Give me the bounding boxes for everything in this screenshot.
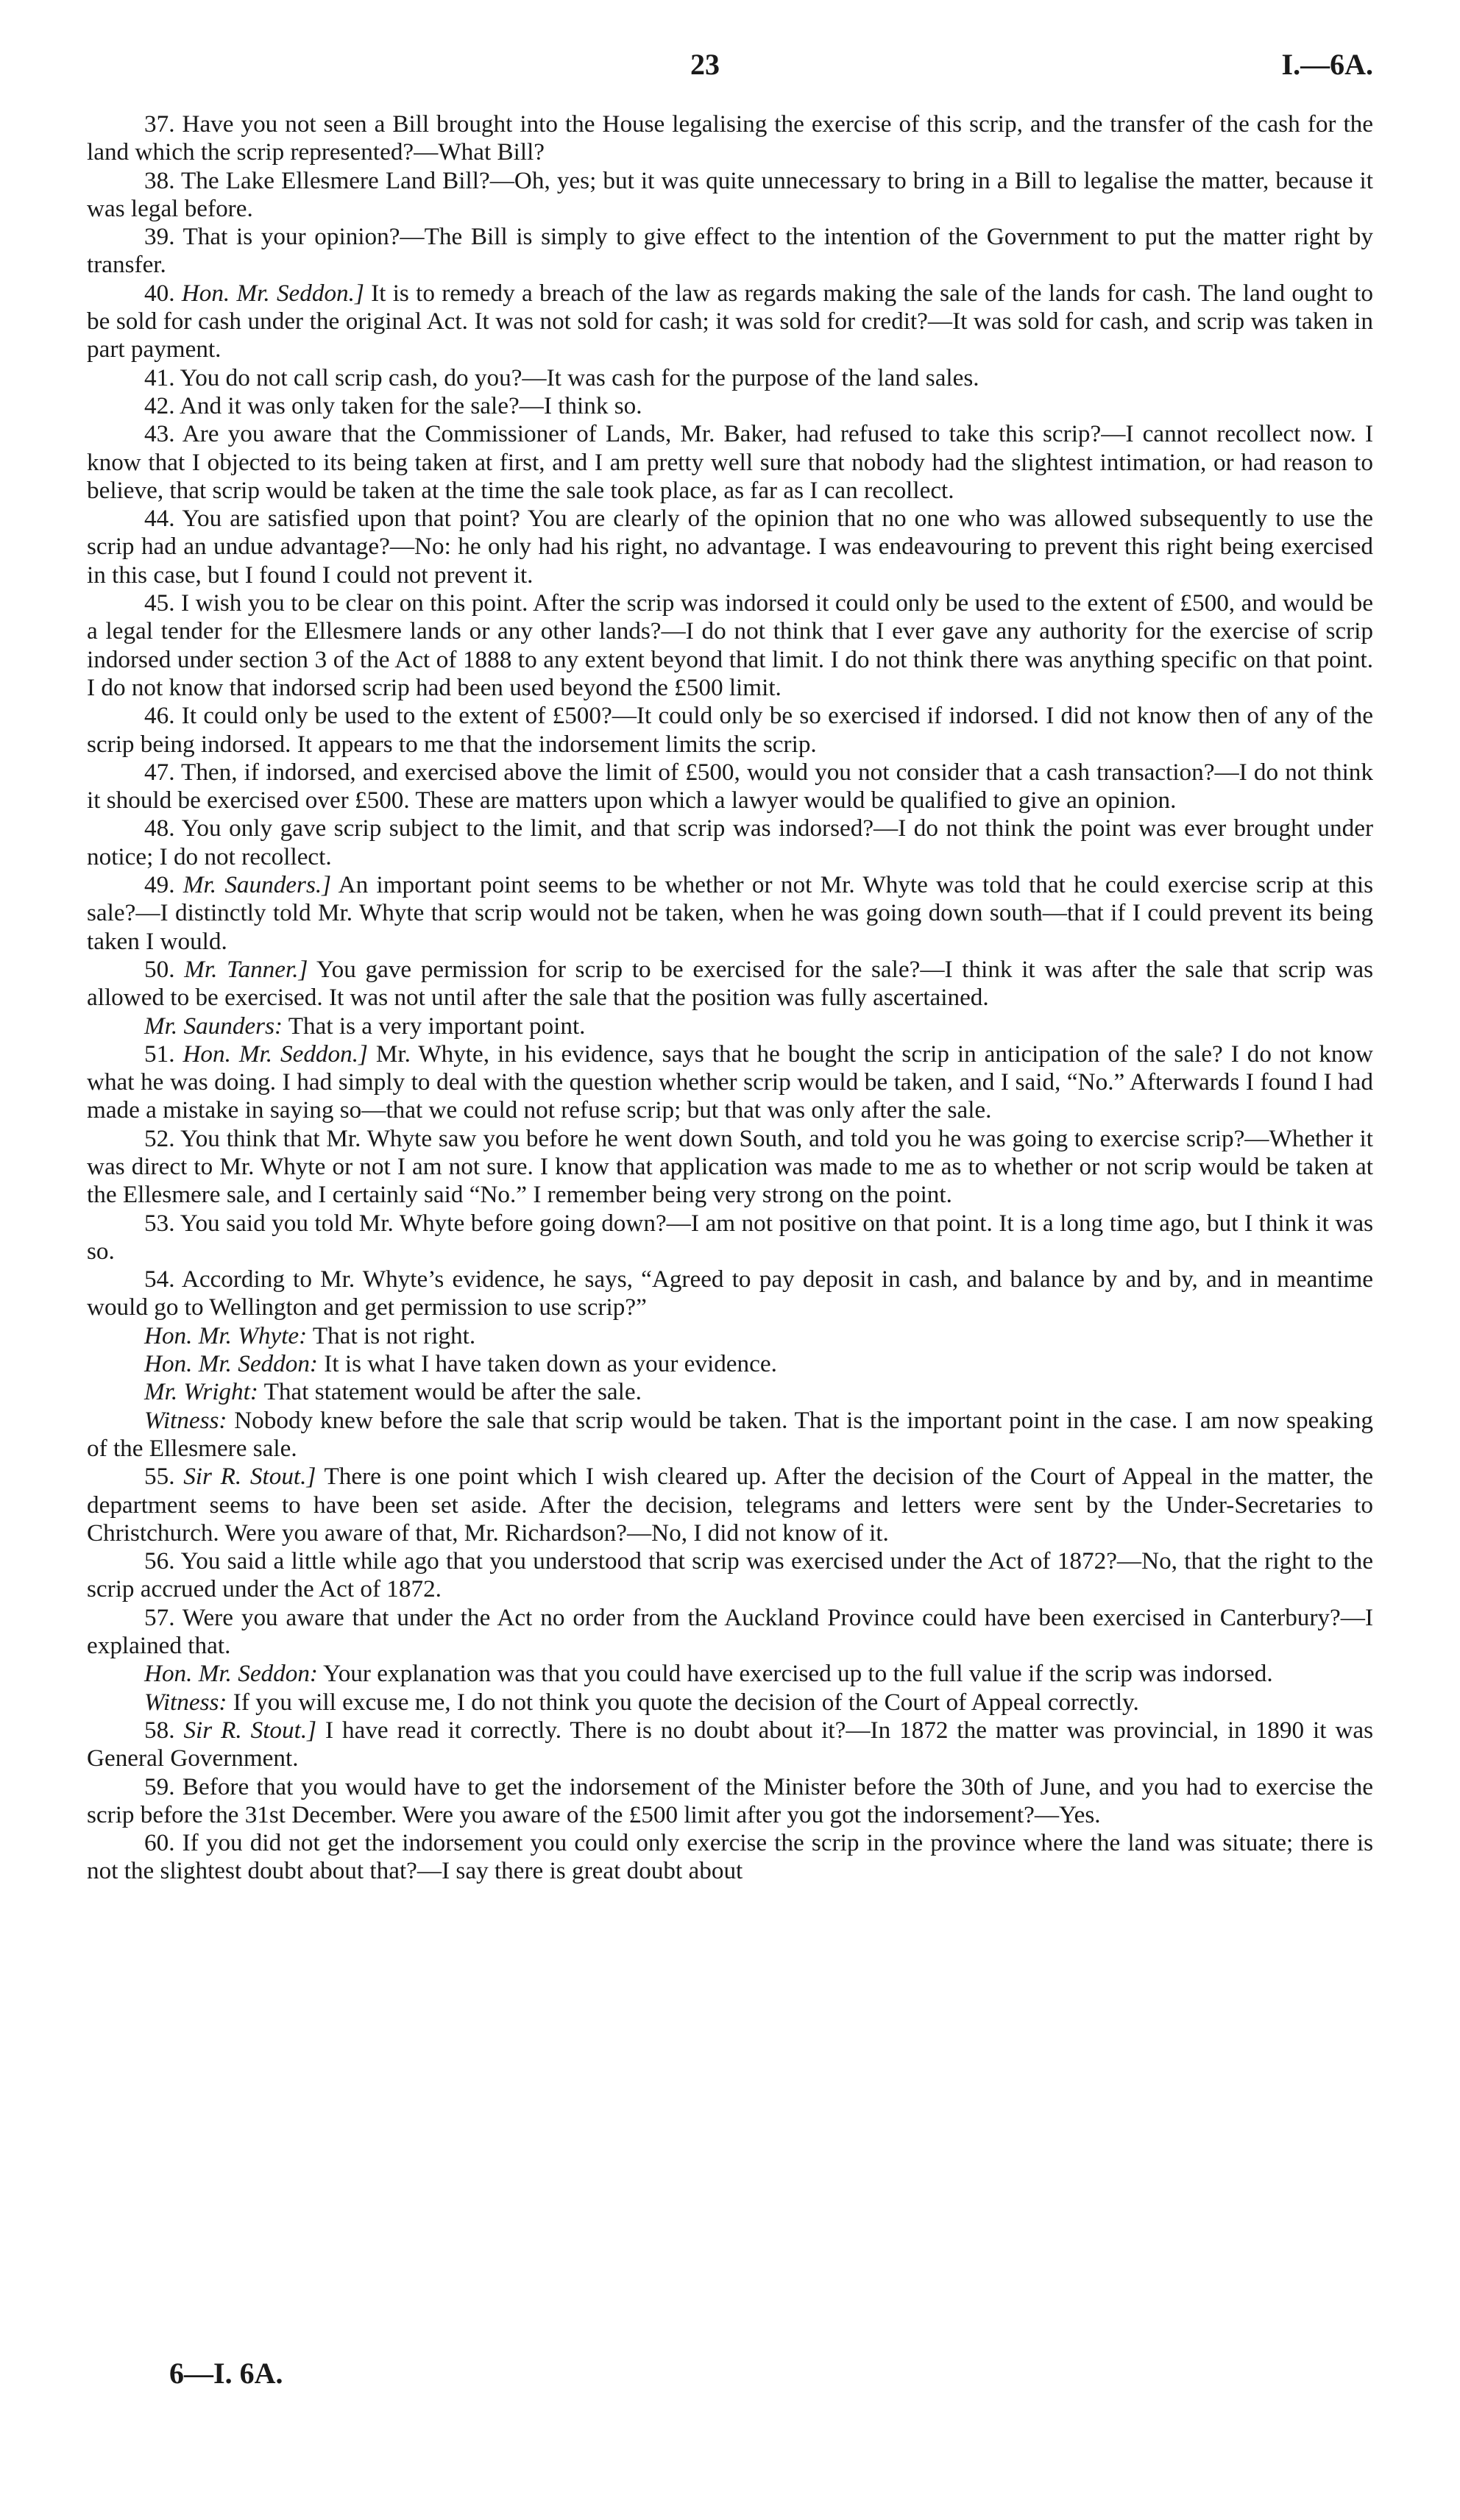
paragraph: [87, 223, 1373, 280]
paragraph-text: 47. Then, if indorsed, and exercised above the limit of £500, would you not consider that a cash transaction?—I do not think it should be exercised over £500. These are matters upon which a lawyer would be qualified to give an opinion.: [87, 758, 1373, 814]
paragraph-text: It is what I have taken down as your evidence.: [324, 1350, 777, 1378]
paragraph-text: I have read it correctly. There is no doubt about it?—In 1872 the matter was provincial, in 1890 it was General Government.: [87, 1716, 1374, 1772]
paragraph-text: An important point seems to be whether or not Mr. Whyte was told that he could exercise scrip at this sale?—I distinctly told Mr. Whyte that scrip would not be taken, when he was going down south—that if I could prevent its being taken I would.: [87, 871, 1374, 955]
question-number: 49.: [144, 871, 175, 899]
paragraph: [87, 364, 1373, 392]
speaker-name: Mr. Saunders.]: [182, 871, 332, 899]
paragraph-text: 46. It could only be used to the extent of £500?—It could only be so exercised if indorsed. I did not know then of any of the scrip being indorsed. It appears to me that the indorsement limits the scrip.: [87, 702, 1373, 758]
paragraph: [87, 1350, 1373, 1378]
paragraph: [87, 505, 1373, 589]
paragraph: [87, 589, 1373, 702]
paragraph: [87, 1322, 1373, 1350]
paragraph-text: 54. According to Mr. Whyte’s evidence, he says, “Agreed to pay deposit in cash, and balance by and by, and in meantime would go to Wellington and get permission to use scrip?”: [87, 1266, 1373, 1321]
paragraph: [87, 1547, 1373, 1604]
paragraph: [87, 1689, 1373, 1717]
paragraph-text: 39. That is your opinion?—The Bill is simply to give effect to the intention of the Government to put the matter right by transfer.: [87, 223, 1373, 279]
question-number: 40.: [144, 279, 175, 307]
speaker-name: Sir R. Stout.]: [183, 1716, 317, 1744]
paragraph: [87, 1463, 1373, 1547]
paragraph: [87, 420, 1373, 505]
paragraph: [87, 1125, 1373, 1210]
paragraph-text: That is a very important point.: [288, 1012, 586, 1040]
speaker-name: Mr. Saunders:: [144, 1012, 283, 1040]
paragraph-text: 56. You said a little while ago that you understood that scrip was exercised under the Act of 1872?—No, that the right to the scrip accrued under the Act of 1872.: [87, 1547, 1373, 1603]
page-number: 23: [690, 48, 720, 81]
paragraph-text: Your explanation was that you could have exercised up to the full value if the scrip was indorsed.: [323, 1660, 1273, 1688]
paragraph: [87, 1717, 1373, 1773]
paragraph: [87, 1773, 1373, 1830]
paragraph-text: 38. The Lake Ellesmere Land Bill?—Oh, yes; but it was quite unnecessary to bring in a Bill to legalise the matter, because it was legal before.: [87, 166, 1373, 222]
paragraph-text: If you will excuse me, I do not think you quote the decision of the Court of Appeal correctly.: [233, 1688, 1139, 1716]
paragraph: [87, 1604, 1373, 1661]
paragraph: [87, 392, 1373, 420]
paragraph-text: That statement would be after the sale.: [263, 1378, 642, 1406]
paragraph: [87, 1660, 1373, 1688]
paragraph: [87, 759, 1373, 815]
paragraph-text: 52. You think that Mr. Whyte saw you before he went down South, and told you he was going to exercise scrip?—Whether it was direct to Mr. Whyte or not I am not sure. I know that application was made to me as to whether or not scrip would be taken at the Ellesmere sale, and I certainly said “No.” I remember being very strong on the point.: [87, 1124, 1373, 1209]
paragraph: [87, 871, 1373, 956]
document-reference: I.—6A.: [1281, 48, 1373, 81]
paragraph-text: It is to remedy a breach of the law as regards making the sale of the lands for cash. The land ought to be sold for cash under the original Act. It was not sold for cash; it was sold for credit?—It was sold for cash, and scrip was taken in part payment.: [87, 279, 1374, 363]
speaker-name: Sir R. Stout.]: [183, 1463, 316, 1491]
paragraph-text: Mr. Whyte, in his evidence, says that he bought the scrip in anticipation of the sale? I do not know what he was doing. I had simply to deal with the question whether scrip would be taken, and I said, “No.” Afterwards I found I had made a mistake in saying so—that we could not refuse scrip; but that was only after the sale.: [87, 1040, 1373, 1124]
speaker-name: Hon. Mr. Seddon:: [144, 1660, 318, 1688]
speaker-name: Mr. Tanner.]: [184, 955, 308, 983]
paragraph-text: 45. I wish you to be clear on this point. After the scrip was indorsed it could only be used to the extent of £500, and would be a legal tender for the Ellesmere lands or any other lands?—I do not think that I ever gave any authority for the exercise of scrip indorsed under section 3 of the Act of 1888 to any extent beyond that limit. I do not think there was anything specific on that point. I do not know that indorsed scrip had been used beyond the £500 limit.: [87, 589, 1373, 701]
paragraph: [87, 167, 1373, 224]
paragraph-text: Nobody knew before the sale that scrip would be taken. That is the important point in the case. I am now speaking of the Ellesmere sale.: [87, 1406, 1373, 1462]
speaker-name: Hon. Mr. Seddon:: [144, 1350, 318, 1378]
speaker-name: Witness:: [144, 1688, 227, 1716]
question-number: 58.: [144, 1716, 175, 1744]
paragraph: [87, 1040, 1373, 1125]
paragraph-text: 37. Have you not seen a Bill brought into the House legalising the exercise of this scrip, and the transfer of the cash for the land which the scrip represented?—What Bill?: [87, 110, 1373, 166]
paragraph: [87, 1407, 1373, 1463]
speaker-name: Mr. Wright:: [144, 1378, 258, 1406]
question-number: 51.: [144, 1040, 175, 1068]
paragraph: [87, 280, 1373, 364]
paragraph-text: 53. You said you told Mr. Whyte before going down?—I am not positive on that point. It is a long time ago, but I think it was so.: [87, 1209, 1373, 1265]
paragraph: [87, 1266, 1373, 1322]
paragraph-text: 41. You do not call scrip cash, do you?—It was cash for the purpose of the land sales.: [144, 363, 979, 391]
speaker-name: Witness:: [144, 1406, 227, 1434]
printer-signature: 6—I. 6A.: [169, 2357, 283, 2390]
paragraph: [87, 1012, 1373, 1040]
paragraph: [87, 702, 1373, 759]
speaker-name: Hon. Mr. Whyte:: [144, 1321, 308, 1349]
paragraph-text: 43. Are you aware that the Commissioner of Lands, Mr. Baker, had refused to take this scrip?—I cannot recollect now. I know that I objected to its being taken at first, and I am pretty well sure that nobody had the slightest intimation, or had reason to believe, that scrip would be taken at the time the sale took place, as far as I can recollect.: [87, 420, 1373, 504]
paragraph-text: 44. You are satisfied upon that point? You are clearly of the opinion that no one who was allowed subsequently to use the scrip had an undue advantage?—No: he only had his right, no advantage. I was endeavouring to prevent this right being exercised in this case, but I found I could not prevent it.: [87, 505, 1373, 589]
paragraph: [87, 1829, 1373, 1886]
speaker-name: Hon. Mr. Seddon.]: [181, 279, 364, 307]
paragraph: [87, 814, 1373, 871]
paragraph-text: 48. You only gave scrip subject to the limit, and that scrip was indorsed?—I do not think the point was ever brought under notice; I do not recollect.: [87, 814, 1373, 870]
paragraph-text: You gave permission for scrip to be exercised for the sale?—I think it was after the sale that scrip was allowed to be exercised. It was not until after the sale that the position was fully ascertained.: [87, 955, 1374, 1012]
paragraph-text: 42. And it was only taken for the sale?—I think so.: [144, 391, 642, 419]
speaker-name: Hon. Mr. Seddon.]: [182, 1040, 368, 1068]
page-header: [0, 47, 1460, 91]
question-number: 55.: [144, 1463, 175, 1491]
paragraph: [87, 1210, 1373, 1266]
document-body: [87, 110, 1373, 1886]
paragraph-text: 59. Before that you would have to get the indorsement of the Minister before the 30th of June, and you had to exercise the scrip before the 31st December. Were you aware of the £500 limit after you got the indorsement?—Yes.: [87, 1772, 1373, 1828]
paragraph-text: 57. Were you aware that under the Act no order from the Auckland Province could have been exercised in Canterbury?—I explained that.: [87, 1603, 1373, 1660]
question-number: 50.: [144, 955, 175, 983]
paragraph: [87, 110, 1373, 167]
paragraph: [87, 1378, 1373, 1406]
paragraph: [87, 956, 1373, 1012]
paragraph-text: That is not right.: [312, 1321, 476, 1349]
paragraph-text: 60. If you did not get the indorsement you could only exercise the scrip in the province where the land was situate; there is not the slightest doubt about that?—I say there is great doubt about: [87, 1829, 1373, 1885]
paragraph-text: There is one point which I wish cleared up. After the decision of the Court of Appeal in the matter, the department seems to have been set aside. After the decision, telegrams and letters were sent by the Under-Secretaries to Christchurch. Were you aware of that, Mr. Richardson?—No, I did not know of it.: [87, 1463, 1374, 1547]
